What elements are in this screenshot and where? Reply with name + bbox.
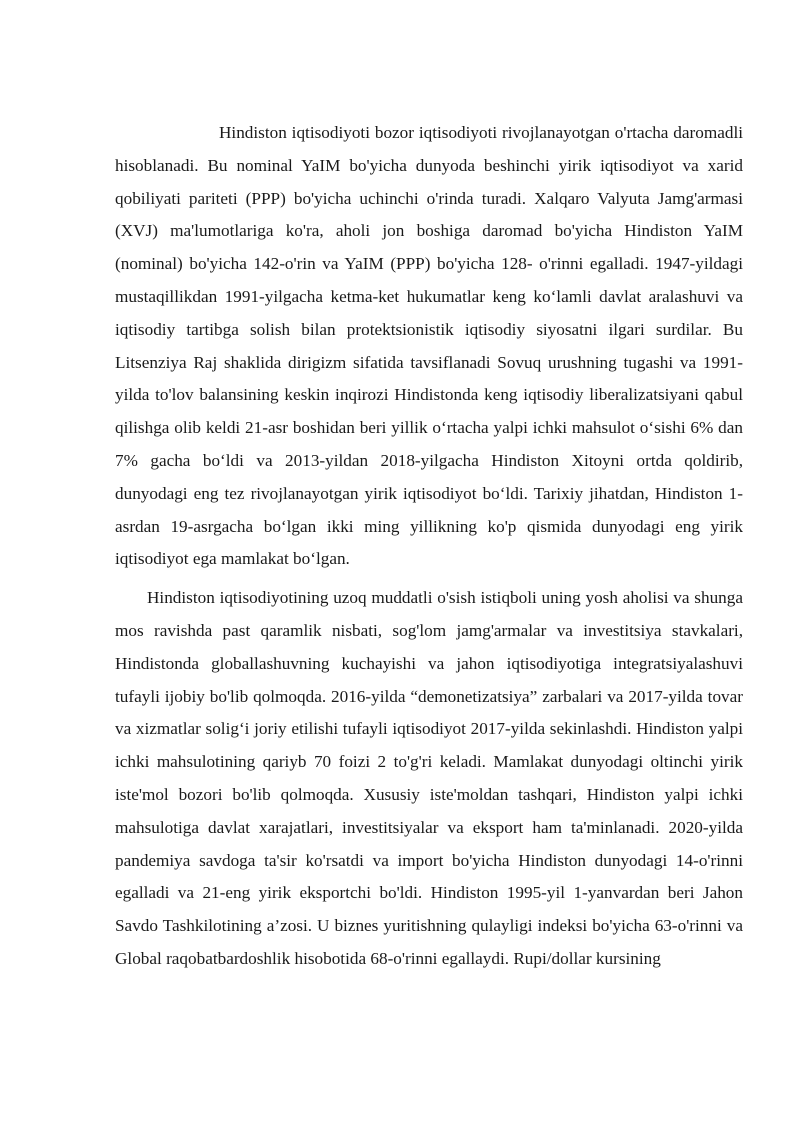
paragraph-economy-overview: Hindiston iqtisodiyoti bozor iqtisodiyoti rivojlanayotgan o'rtacha daromadli hisoblanadi. Bu nominal YaIM bo'yicha dunyoda beshinchi yirik iqtisodiyot va xarid qobiliyati pariteti (PPP) bo'yicha uchinchi o'rinda turadi. Xalqaro Valyuta Jamg'armasi (XVJ) ma'lumotlariga ko'ra, aholi jon boshiga daromad bo'yicha Hindiston YaIM (nominal) bo'yicha 142-o'rin va YaIM (PPP) bo'yicha 128- o'rinni egalladi. 1947-yildagi mustaqillikdan 1991-yilgacha ketma-ket hukumatlar keng ko‘lamli davlat aralashuvi va iqtisodiy tartibga solish bilan protektsionistik iqtisodiy siyosatni ilgari surdilar. Bu Litsenziya Raj shaklida dirigizm sifatida tavsiflanadi Sovuq urushning tugashi va 1991-yilda to'lov balansining keskin inqirozi Hindistonda keng iqtisodiy liberalizatsiyani qabul qilishga olib keldi 21-asr boshidan beri yillik o‘rtacha yalpi ichki mahsulot o‘sishi 6% dan 7% gacha bo‘ldi va 2013-yildan 2018-yilgacha Hindiston Xitoyni ortda qoldirib, dunyodagi eng tez rivojlanayotgan yirik iqtisodiyot bo‘ldi. Tarixiy jihatdan, Hindiston 1-asrdan 19-asrgacha bo‘lgan ikki ming yillikning ko'p qismida dunyodagi eng yirik iqtisodiyot ega mamlakat bo‘lgan.	[115, 123, 743, 569]
document-page	[115, 117, 743, 976]
paragraph-growth-outlook: Hindiston iqtisodiyotining uzoq muddatli o'sish istiqboli uning yosh aholisi va shunga mos ravishda past qaramlik nisbati, sog'lom jamg'armalar va investitsiya stavkalari, Hindistonda globallashuvning kuchayishi va jahon iqtisodiyotiga integratsiyalashuvi tufayli ijobiy bo'lib qolmoqda. 2016-yilda “demonetizatsiya” zarbalari va 2017-yilda tovar va xizmatlar solig‘i joriy etilishi tufayli iqtisodiyot 2017-yilda sekinlashdi. Hindiston yalpi ichki mahsulotining qariyb 70 foizi 2 to'g'ri keladi. Mamlakat dunyodagi oltinchi yirik iste'mol bozori bo'lib qolmoqda. Xususiy iste'moldan tashqari, Hindiston yalpi ichki mahsulotiga davlat xarajatlari, investitsiyalar va eksport ham ta'minlanadi. 2020-yilda pandemiya savdoga ta'sir ko'rsatdi va import bo'yicha Hindiston dunyodagi 14-o'rinni egalladi va 21-eng yirik eksportchi bo'ldi. Hindiston 1995-yil 1-yanvardan beri Jahon Savdo Tashkilotining a’zosi. U biznes yuritishning qulayligi indeksi bo'yicha 63-o'rinni va Global raqobatbardoshlik hisobotida 68-o'rinni egallaydi. Rupi/dollar kursining	[115, 588, 743, 968]
